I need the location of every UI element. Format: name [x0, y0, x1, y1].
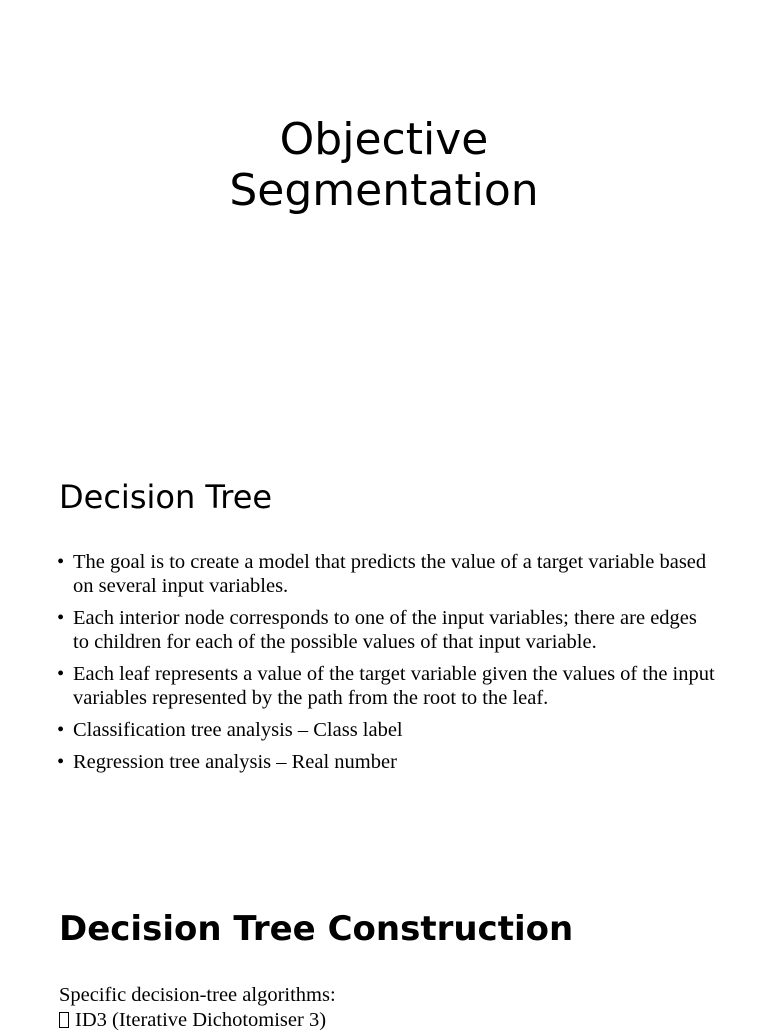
- bullet-icon: •: [57, 663, 65, 685]
- bullet-icon: •: [57, 719, 65, 741]
- decision-tree-bullet-list: [57, 550, 717, 782]
- decision-tree-construction-heading: Decision Tree Construction: [59, 909, 574, 949]
- decision-tree-heading: Decision Tree: [59, 478, 273, 516]
- list-item: [57, 550, 717, 598]
- list-item-text: The goal is to create a model that predicts the value of a target variable based on several input variables.: [73, 551, 707, 597]
- list-item-text: Each leaf represents a value of the target variable given the values of the input variables represented by the path from the root to the leaf.: [73, 663, 715, 709]
- algorithm-list-item: [59, 1008, 326, 1032]
- list-item: [57, 718, 717, 742]
- bullet-icon: •: [57, 607, 65, 629]
- algorithms-intro-text: Specific decision-tree algorithms:: [59, 984, 336, 1006]
- list-item-text: Regression tree analysis – Real number: [73, 751, 397, 773]
- missing-glyph-icon: [59, 1012, 69, 1028]
- algorithm-name: ID3 (Iterative Dichotomiser 3): [75, 1009, 327, 1031]
- slide-title-line-1: Objective: [279, 114, 489, 165]
- bullet-icon: •: [57, 751, 65, 773]
- slide-title-line-2: Segmentation: [229, 165, 539, 216]
- list-item-text: Each interior node corresponds to one of the input variables; there are edges to children for each of the possible values of that input variable.: [73, 607, 697, 653]
- slide-title: [0, 114, 768, 216]
- list-item: [57, 606, 717, 654]
- bullet-icon: •: [57, 551, 65, 573]
- list-item: [57, 750, 717, 774]
- list-item-text: Classification tree analysis – Class label: [73, 719, 403, 741]
- list-item: [57, 662, 717, 710]
